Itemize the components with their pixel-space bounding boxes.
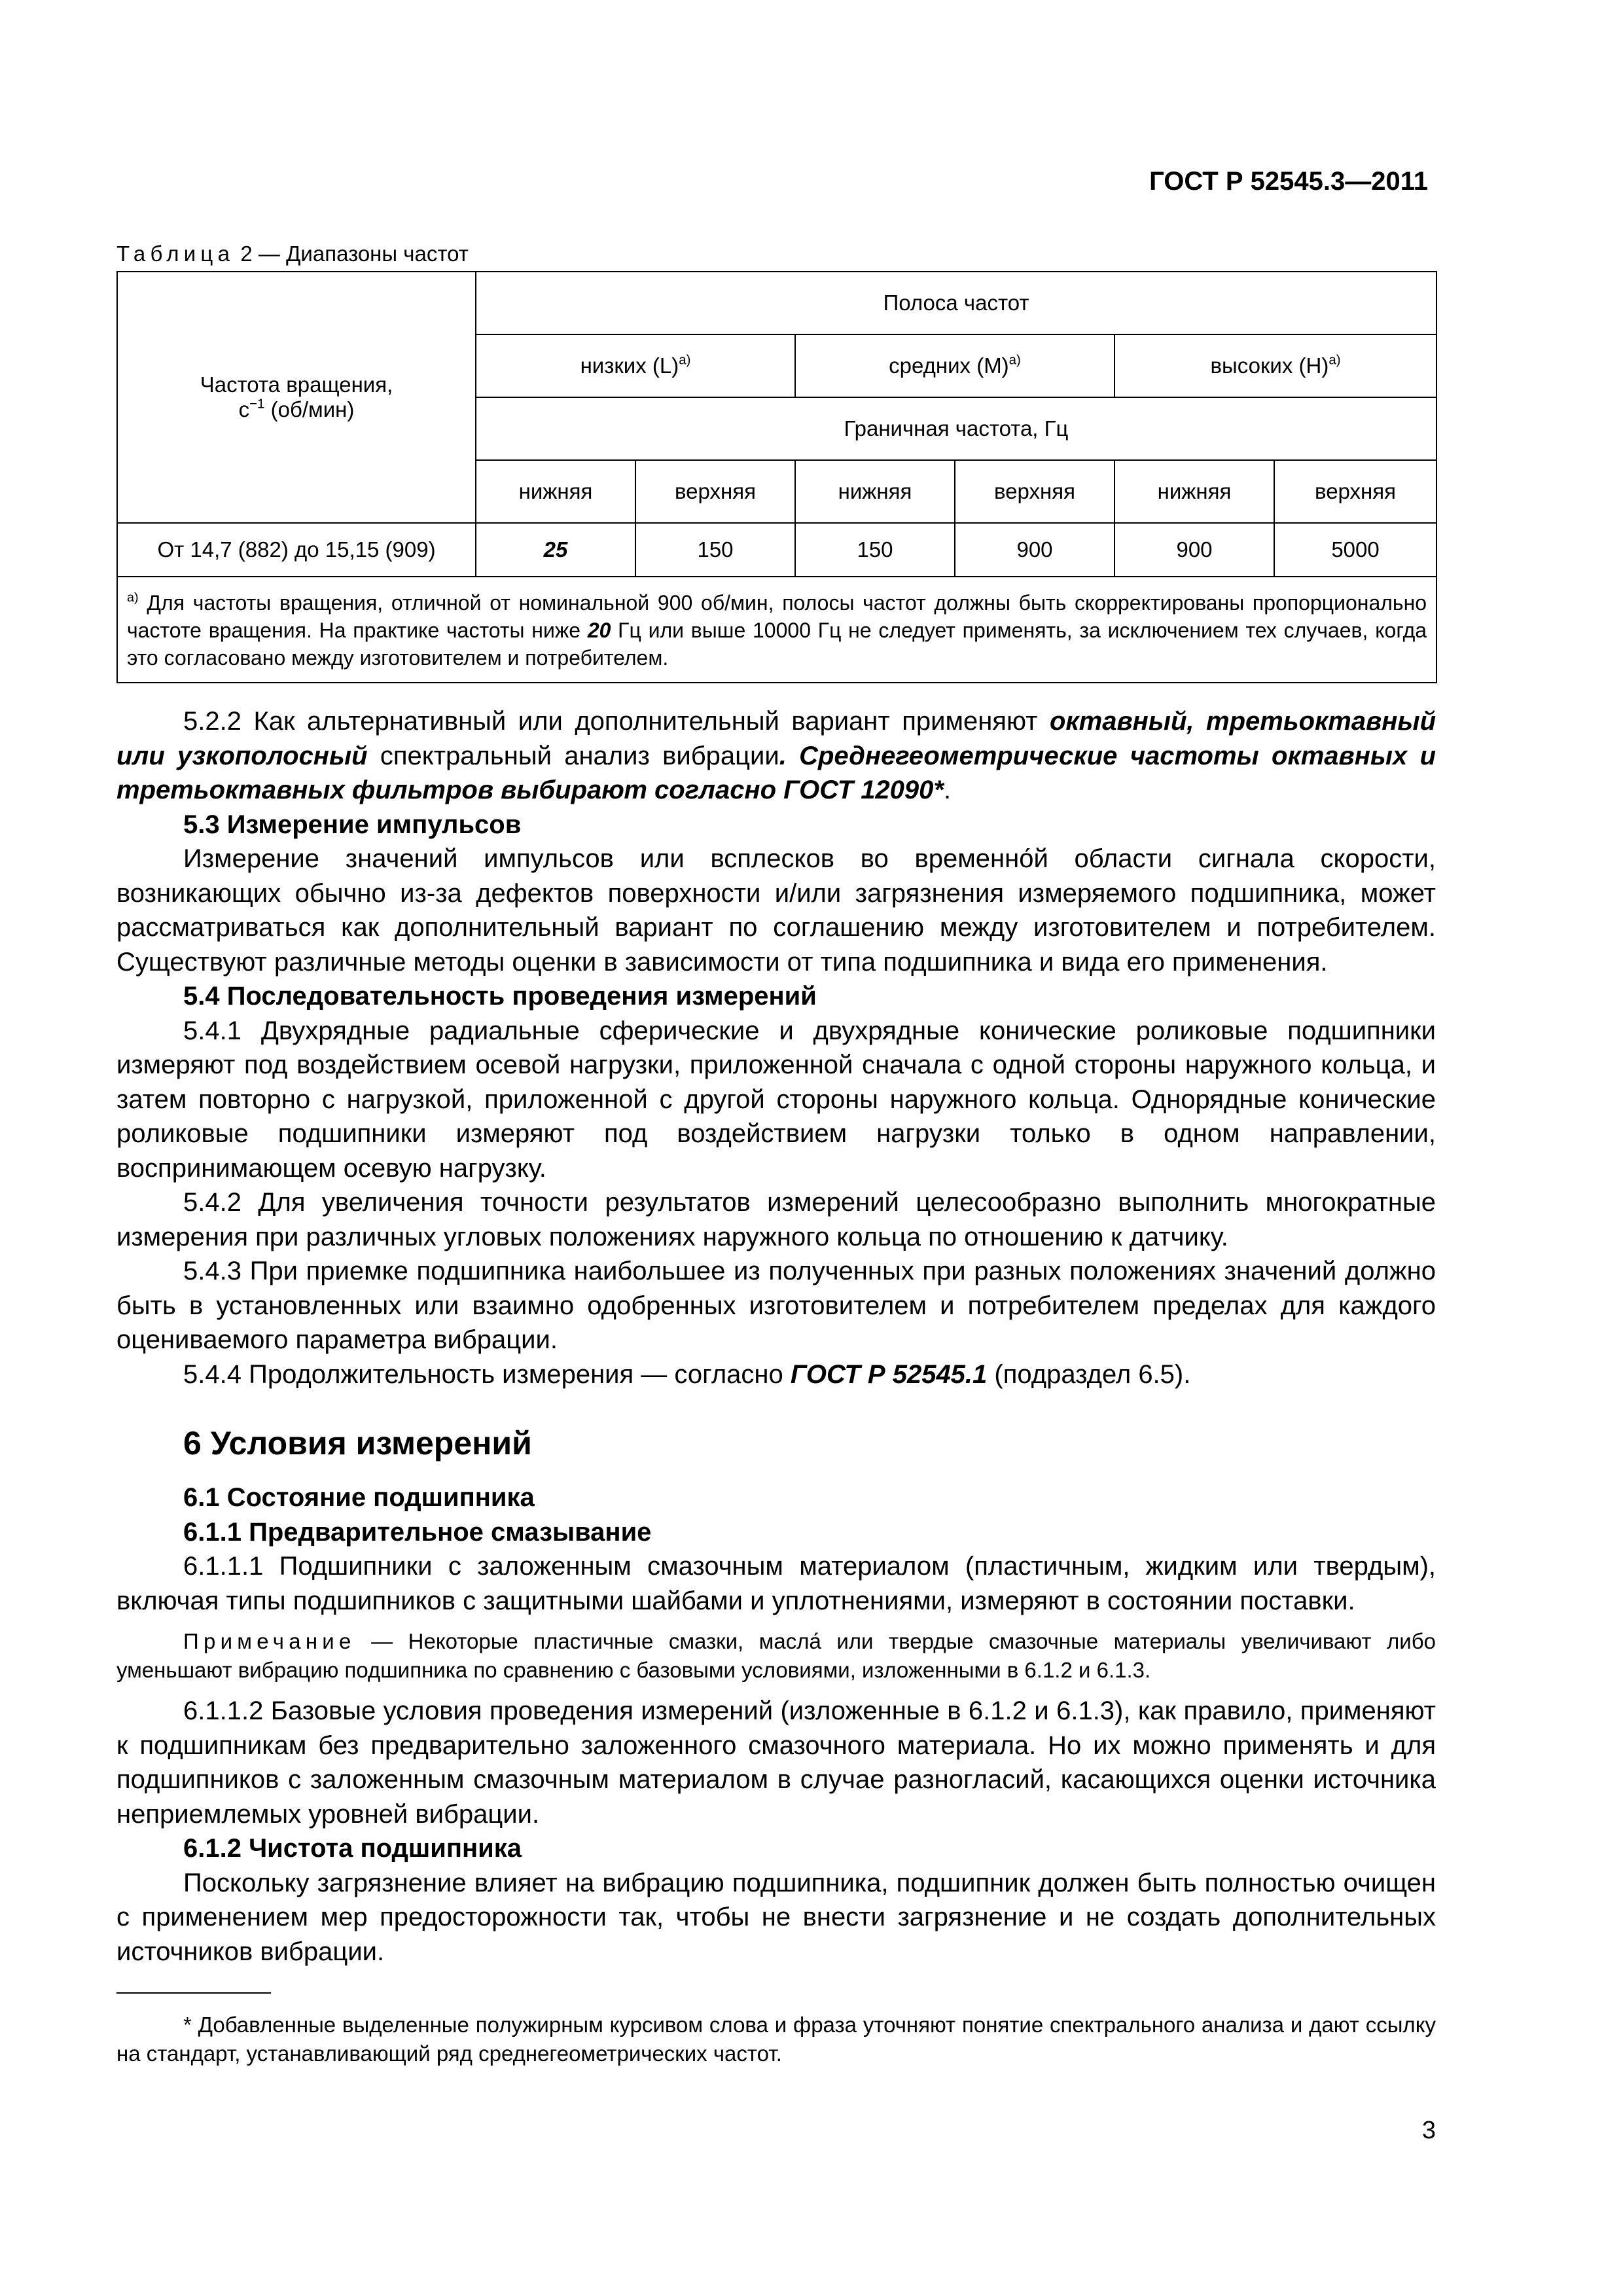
- table-caption-title: 2 — Диапазоны частот: [240, 242, 469, 266]
- paragraph-6-1-1-2: 6.1.1.2 Базовые условия проведения измерений (изложенные в 6.1.2 и 6.1.3), как правило, применяют к подшипникам без предварительно заложенного смазочного материала. Но их можно применять и для подшипников с заложенным смазочным материалом в случае разногласий, касающихся оценки источника неприемлемых уровней вибрации.: [116, 1696, 1436, 1829]
- section-6-heading: 6 Условия измерений: [183, 1425, 532, 1462]
- limit-high-upper: верхняя: [1274, 460, 1436, 523]
- frequency-band-header: Полоса частот: [476, 272, 1436, 334]
- table-cell: 5000: [1274, 523, 1436, 577]
- frequency-ranges-table: [116, 271, 1437, 683]
- footnote-divider: [116, 1992, 271, 1994]
- note-paragraph: Примечание — Некоторые пластичные смазки, масла́ или твердые смазочные материалы увеличивают либо уменьшают вибрацию подшипника по сравнению с базовыми условиями, изложенными в 6.1.2 и 6.1.3.: [116, 1629, 1436, 1682]
- rotation-speed-unit: $с^{-1}$ (об/мин): [238, 396, 355, 422]
- limit-high-lower: нижняя: [1115, 460, 1274, 523]
- table-cell: 900: [1115, 523, 1274, 577]
- limit-medium-lower: нижняя: [795, 460, 955, 523]
- paragraph-5-4-4: 5.4.4 Продолжительность измерения — согласно ГОСТ Р 52545.1 (подраздел 6.5).: [183, 1359, 1191, 1389]
- band-high-header: высоких $(H)^{a)}$: [1115, 334, 1436, 397]
- table-cell: 25: [476, 523, 635, 577]
- band-low-header: низких $(L)^{a)}$: [476, 334, 795, 397]
- paragraph-5-4-2: 5.4.2 Для увеличения точности результатов измерений целесообразно выполнить многократные измерения при различных угловых положениях наружного кольца по отношению к датчику.: [116, 1188, 1436, 1251]
- table-cell: 900: [955, 523, 1115, 577]
- rotation-speed-header: [117, 272, 476, 523]
- paragraph-5-4-3: 5.4.3 При приемке подшипника наибольшее из полученных при разных положениях значений должно быть в установленных или взаимно одобренных изготовителем и потребителем пределах для каждого оцениваемого параметра вибрации.: [116, 1257, 1436, 1354]
- table-caption-word: Таблица: [116, 242, 235, 266]
- document-header-standard-id: ГОСТ Р 52545.3—2011: [1149, 167, 1428, 196]
- heading-6-1-2: 6.1.2 Чистота подшипника: [183, 1834, 522, 1863]
- heading-6-1-1: 6.1.1 Предварительное смазывание: [183, 1517, 652, 1547]
- heading-6-1: 6.1 Состояние подшипника: [183, 1483, 535, 1512]
- note-label: Примечание: [183, 1629, 356, 1653]
- limit-low-upper: верхняя: [635, 460, 795, 523]
- rotation-speed-header-line1: Частота вращения,: [200, 372, 393, 397]
- limit-low-lower: нижняя: [476, 460, 635, 523]
- paragraph-5-2-2: 5.2.2 Как альтернативный или дополнительный вариант применяют октавный, третьоктавный или узкополосный спектральный анализ вибрации. Среднегеометрические частоты октавных и третьоктавных фильтров выбирают согласно ГОСТ 12090*.: [116, 707, 1436, 804]
- heading-5-4: 5.4 Последовательность проведения измерений: [183, 982, 817, 1011]
- paragraph-5-4-1: 5.4.1 Двухрядные радиальные сферические и двухрядные конические роликовые подшипники измеряют под воздействием осевой нагрузки, приложенной сначала с одной стороны наружного кольца, и затем повторно с нагрузкой, приложенной с другой стороны наружного кольца. Однорядные конические роликовые подшипники измеряют под воздействием нагрузки только в одном направлении, воспринимающем осевую нагрузку.: [116, 1016, 1436, 1183]
- table-row: [117, 523, 1436, 577]
- page-footnote: * Добавленные выделенные полужирным курсивом слова и фраза уточняют понятие спектрального анализа и дают ссылку на стандарт, устанавливающий ряд среднегеометрических частот.: [116, 2013, 1436, 2066]
- limit-frequency-header: Граничная частота, Гц: [476, 397, 1436, 460]
- table-footnote: $^{a)}$ Для частоты вращения, отличной от номинальной 900 об/мин, полосы частот должны быть скорректированы пропорционально частоте вращения. На практике частоты ниже 20 Гц или выше 10000 Гц не следует применять, за исключением тех случаев, когда это согласовано между изготовителем и потребителем.: [117, 577, 1436, 683]
- paragraph-5-3: Измерение значений импульсов или всплесков во временно́й области сигнала скорости, возникающих обычно из-за дефектов поверхности и/или загрязнения измеряемого подшипника, может рассматриваться как дополнительный вариант по соглашению между изготовителем и потребителем. Существуют различные методы оценки в зависимости от типа подшипника и вида его применения.: [116, 844, 1436, 977]
- limit-medium-upper: верхняя: [955, 460, 1115, 523]
- table-cell: 150: [795, 523, 955, 577]
- table-cell: 150: [635, 523, 795, 577]
- main-text: [116, 704, 1436, 1969]
- page-number: 3: [1421, 2117, 1436, 2144]
- table-caption: [116, 240, 469, 268]
- rotation-speed-value: От 14,7 (882) до 15,15 (909): [117, 523, 476, 577]
- paragraph-6-1-2: Поскольку загрязнение влияет на вибрацию подшипника, подшипник должен быть полностью очищен с применением мер предосторожности так, чтобы не внести загрязнение и не создать дополнительных источников вибрации.: [116, 1868, 1436, 1966]
- band-medium-header: средних $(M)^{a)}$: [795, 334, 1115, 397]
- paragraph-6-1-1-1: 6.1.1.1 Подшипники с заложенным смазочным материалом (пластичным, жидким или твердым), включая типы подшипников с защитными шайбами и уплотнениями, измеряют в состоянии поставки.: [116, 1552, 1436, 1615]
- heading-5-3: 5.3 Измерение импульсов: [183, 810, 522, 839]
